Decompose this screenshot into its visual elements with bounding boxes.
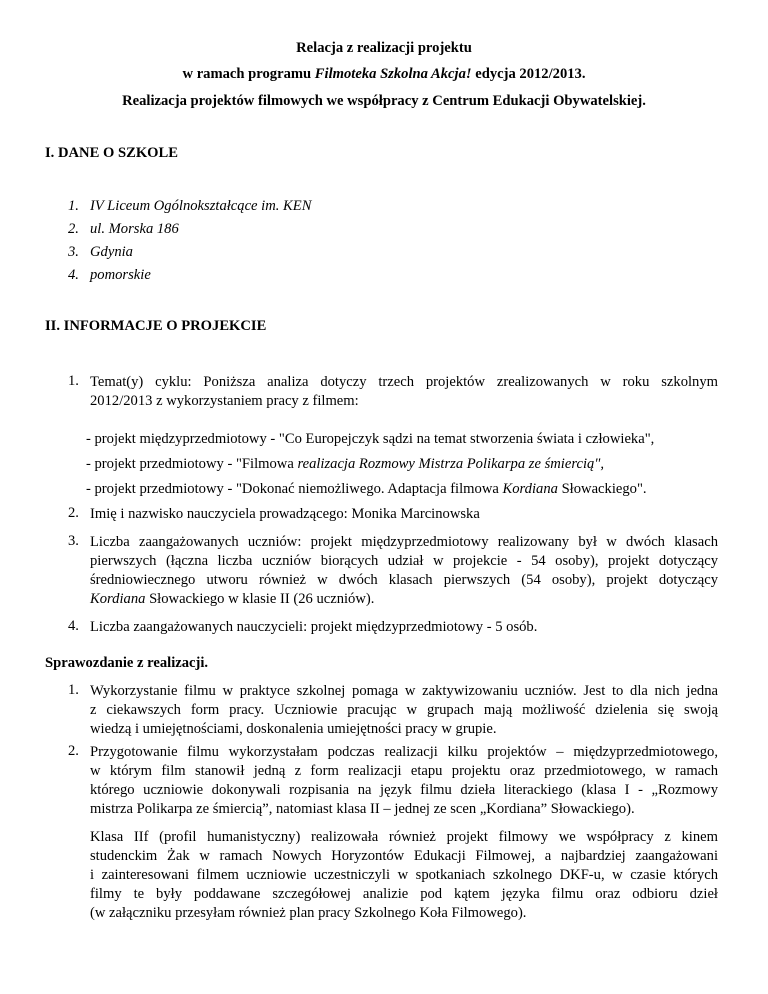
report-2-p2-line-2: studenckim Żak w ramach Nowych Horyzontów Edukacji Filmowej, a najbardziej zaangażowani xyxy=(90,848,718,864)
list-item-text: Gdynia xyxy=(90,244,133,260)
list-item-number: 3. xyxy=(68,244,79,260)
students-line-4-rest: Słowackiego w klasie II (26 uczniów). xyxy=(145,591,375,607)
list-item-number: 1. xyxy=(68,682,79,698)
report-2-line-3: którego uczniowie dokonywali rozpisania na język filmu dzieła literackiego (klasa I - „Rozmowy xyxy=(90,782,718,798)
project-item-topic xyxy=(68,373,718,411)
report-1-line-3: wiedzą i umiejętnościami, doskonalenia umiejętności pracy w grupie. xyxy=(90,721,497,737)
list-item-number: 2. xyxy=(68,743,79,759)
list-item-number: 4. xyxy=(68,267,79,283)
students-line-4-title: Kordiana xyxy=(90,591,146,607)
list-item-text: pomorskie xyxy=(90,267,151,283)
topic-subproject-3-title: Kordiana xyxy=(502,481,558,497)
report-2-p2-line-1: Klasa IIf (profil humanistyczny) realizowała również projekt filmowy we współpracy z kinem xyxy=(90,829,718,845)
header-program-edition: edycja 2012/2013. xyxy=(471,66,586,82)
header-program-name: Filmoteka Szkolna Akcja! xyxy=(314,66,472,82)
school-data-list xyxy=(68,196,311,288)
section-report-title: Sprawozdanie z realizacji. xyxy=(45,655,209,671)
topic-line-1: Temat(y) cyklu: Poniższa analiza dotyczy trzech projektów zrealizowanych w roku szkolnym xyxy=(90,374,718,390)
list-item-text: ul. Morska 186 xyxy=(90,221,179,237)
section-school-title: I. DANE O SZKOLE xyxy=(45,145,178,161)
topic-subproject-3 xyxy=(86,480,647,499)
list-item-number: 2. xyxy=(68,221,79,237)
report-2-line-4: mistrza Polikarpa ze śmiercią”, natomiast klasa II – jednej ze scen „Kordiana” Słowackiego). xyxy=(90,801,635,817)
topic-line-2: 2012/2013 z wykorzystaniem pracy z filmem: xyxy=(90,393,359,409)
report-2-p2-line-4: filmy te były poddawane szczegółowej analizie pod kątem języka filmu oraz odbioru dzieł xyxy=(90,886,718,902)
list-item xyxy=(68,219,311,242)
list-item xyxy=(68,196,311,219)
topic-subproject-2-title: realizacja Rozmowy Mistrza Polikarpa ze śmiercią", xyxy=(297,456,605,472)
report-2-p2-line-5: (w załączniku przesyłam również plan pracy Szkolnego Koła Filmowego). xyxy=(90,905,527,921)
list-item-number: 3. xyxy=(68,533,79,549)
students-line-3: średniowiecznego utworu również w dwóch klasach pierwszych (54 osoby), projekt dotyczący xyxy=(90,572,718,588)
project-item-students xyxy=(68,533,718,609)
list-item-number: 1. xyxy=(68,373,79,389)
students-line-1: Liczba zaangażowanych uczniów: projekt międzyprzedmiotowy realizowany był w dwóch klasach xyxy=(90,534,718,550)
teachers-count-line: Liczba zaangażowanych nauczycieli: projekt międzyprzedmiotowy - 5 osób. xyxy=(90,619,538,635)
topic-subproject-3-prefix: - projekt przedmiotowy - "Dokonać niemożliwego. Adaptacja filmowa xyxy=(86,481,503,497)
report-item-2 xyxy=(68,743,718,819)
header-title: Relacja z realizacji projektu xyxy=(296,40,472,56)
topic-subproject-1: - projekt międzyprzedmiotowy - "Co Europejczyk sądzi na temat stworzenia świata i człowieka", xyxy=(86,431,655,447)
header-program-prefix: w ramach programu xyxy=(182,66,315,82)
report-item-2-paragraph-2 xyxy=(68,828,718,923)
project-item-teachers-count xyxy=(68,618,718,637)
project-item-teacher xyxy=(68,505,718,524)
list-item xyxy=(68,242,311,265)
report-item-1 xyxy=(68,682,718,739)
report-1-line-2: z ciekawszych form pracy. Uczniowie pracując w grupach mają możliwość dzielenia się swoją xyxy=(90,702,718,718)
topic-subproject-2-prefix: - projekt przedmiotowy - "Filmowa xyxy=(86,456,298,472)
list-item-number: 2. xyxy=(68,505,79,521)
report-2-line-2: w którym film stanowił jedną z form realizacji etapu projektu oraz przedmiotowego, w ramach xyxy=(90,763,718,779)
header-program-line xyxy=(0,66,768,83)
students-line-4 xyxy=(90,590,718,609)
students-line-2: pierwszych (łączna liczba uczniów biorących udział w projekcie - 54 osoby), projekt dotyczący xyxy=(90,553,718,569)
list-item-text: IV Liceum Ogólnokształcące im. KEN xyxy=(90,198,312,214)
section-project-title: II. INFORMACJE O PROJEKCIE xyxy=(45,318,267,334)
report-1-line-1: Wykorzystanie filmu w praktyce szkolnej pomaga w zaktywizowaniu uczniów. Jest to dla nich jedna xyxy=(90,683,718,699)
report-2-p2-line-3: i zainteresowani filmem uczniowie uczestniczyli w spotkaniach szkolnego DKF-u, w czasie których xyxy=(90,867,718,883)
header-subtitle: Realizacja projektów filmowych we współpracy z Centrum Edukacji Obywatelskiej. xyxy=(122,93,646,109)
list-item xyxy=(68,265,311,288)
teacher-line: Imię i nazwisko nauczyciela prowadzącego: Monika Marcinowska xyxy=(90,506,480,522)
topic-subproject-2 xyxy=(86,455,604,474)
topic-subproject-3-suffix: Słowackiego". xyxy=(557,481,647,497)
list-item-number: 4. xyxy=(68,618,79,634)
list-item-number: 1. xyxy=(68,198,79,214)
report-2-line-1: Przygotowanie filmu wykorzystałam podczas realizacji kilku projektów – międzyprzedmiotowego, xyxy=(90,744,718,760)
